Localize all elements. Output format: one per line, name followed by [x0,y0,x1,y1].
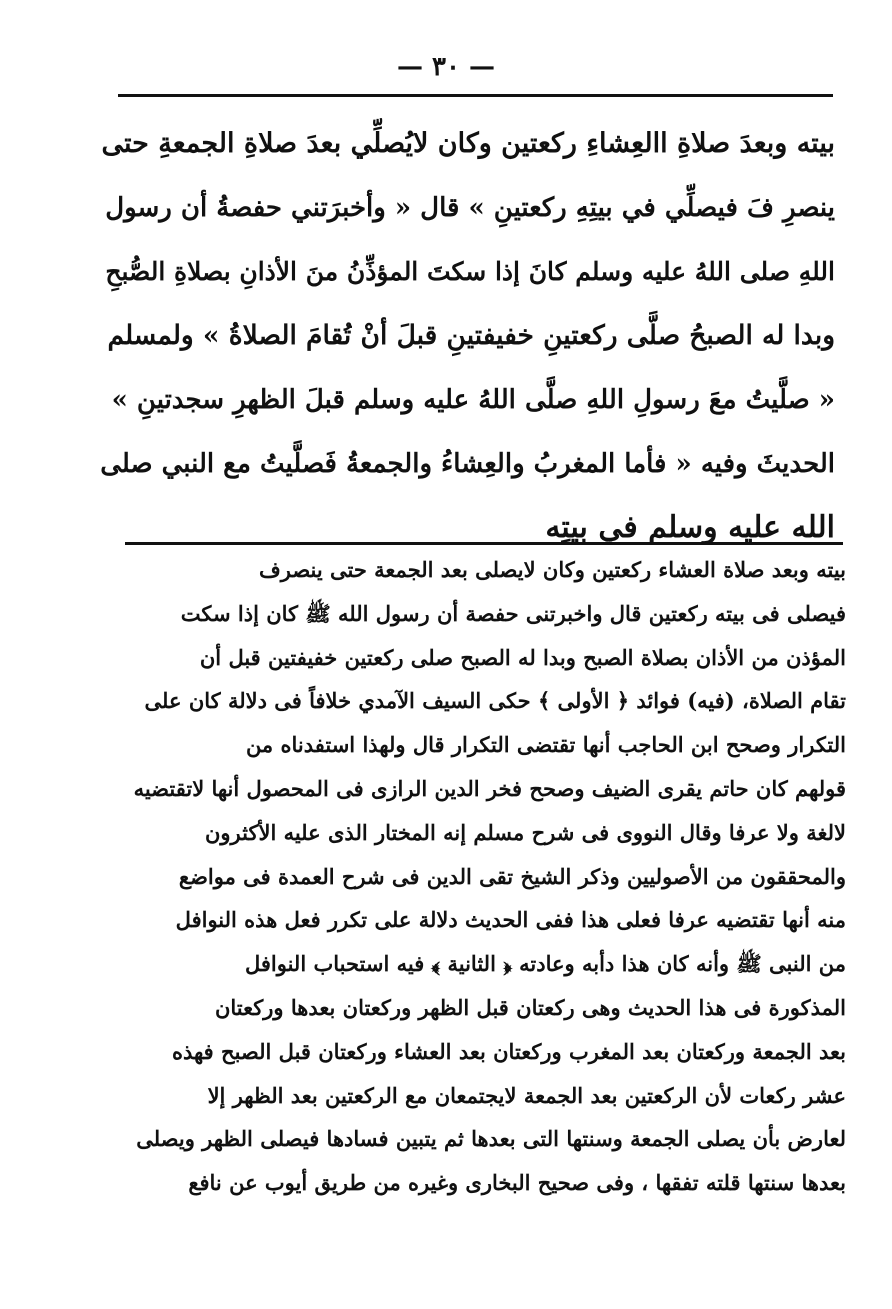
commentary-line: منه أنها تقتضيه عرفا فعلى هذا ففى الحديث دلالة على تكرر فعل هذه النوافل [175,907,846,933]
commentary-line: من النبى ﷺ وأنه كان هذا دأبه وعادته ﴿ الثانية ﴾ فيه استحباب النوافل [244,951,846,977]
commentary-line: المؤذن من الأذان بصلاة الصبح وبدا له الصبح صلى ركعتين خفيفتين قبل أن [199,644,846,670]
main-text-line: الحديثَ وفيه « فأما المغربُ والعِشاءُ والجمعةُ فَصلَّيتُ مع النبي صلى [100,449,835,479]
main-text-line: « صلَّيتُ معَ رسولِ اللهِ صلَّى اللهُ عليه وسلم قبلَ الظهرِ سجدتينِ » [111,385,835,415]
commentary-line: لالغة ولا عرفا وقال النووى فى شرح مسلم إنه المختار الذى عليه الأكثرون [204,819,846,845]
main-text-line: بيته وبعدَ صلاةِ االعِشاءِ ركعتين وكان لايُصلِّي بعدَ صلاةِ الجمعةِ حتى [101,128,835,159]
commentary-line: قولهم كان حاتم يقرى الضيف وصحح فخر الدين الرازى فى المحصول أنها لاتقتضيه [133,775,846,801]
main-text-line: وبدا له الصبحُ صلَّى ركعتينِ خفيفتينِ قبلَ أنْ تُقامَ الصلاةُ » ولمسلم [107,320,835,351]
commentary-line: لعارض بأن يصلى الجمعة وسنتها التى بعدها ثم يتبين فسادها فيصلى الظهر ويصلى [136,1126,846,1152]
commentary-text [98,548,846,1205]
commentary-line: بيته وبعد صلاة العشاء ركعتين وكان لايصلى بعد الجمعة حتى ينصرف [258,557,846,582]
top-rule [118,94,833,97]
main-hadith-text [100,112,835,560]
commentary-line: عشر ركعات لأن الركعتين بعد الجمعة لايجتمعان مع الركعتين بعد الظهر إلا [207,1082,846,1108]
commentary-line: المذكورة فى هذا الحديث وهى ركعتان قبل الظهر وركعتان بعدها وركعتان [214,994,846,1020]
main-text-line: اللهِ صلى اللهُ عليه وسلم كانَ إذا سكتَ المؤذِّنُ منَ الأذانِ بصلاةِ الصُّبحِ [105,257,835,286]
commentary-line: التكرار وصحح ابن الحاجب أنها تقتضى التكرار قال ولهذا استفدناه من [245,732,846,758]
main-text-line: الله عليه وسلم في بيتِه [545,510,835,545]
main-text-line: ينصرِ فَ فيصلِّي في بيتِهِ ركعتينِ » قال « وأخبرَتني حفصةُ أن رسول [105,193,835,223]
commentary-line: فيصلى فى بيته ركعتين قال واخبرتنى حفصة أن رسول الله ﷺ كان إذا سكت [180,600,846,626]
commentary-line: والمحققون من الأصوليين وذكر الشيخ تقى الدين فى شرح العمدة فى مواضع [178,863,846,889]
commentary-line: تقام الصلاة، (فيه) فوائد ﴿ الأولى ﴾ حكى السيف الآمدي خلافاً فى دلالة كان على [144,688,846,714]
commentary-line: بعدها سنتها قلته تفقها ، وفى صحيح البخارى وغيره من طريق أيوب عن نافع [188,1170,846,1196]
page-number: — ٣٠ — [396,52,496,82]
section-divider [125,542,843,545]
commentary-line: بعد الجمعة وركعتان بعد المغرب وركعتان بعد العشاء وركعتان قبل الصبح فهذه [171,1038,846,1064]
